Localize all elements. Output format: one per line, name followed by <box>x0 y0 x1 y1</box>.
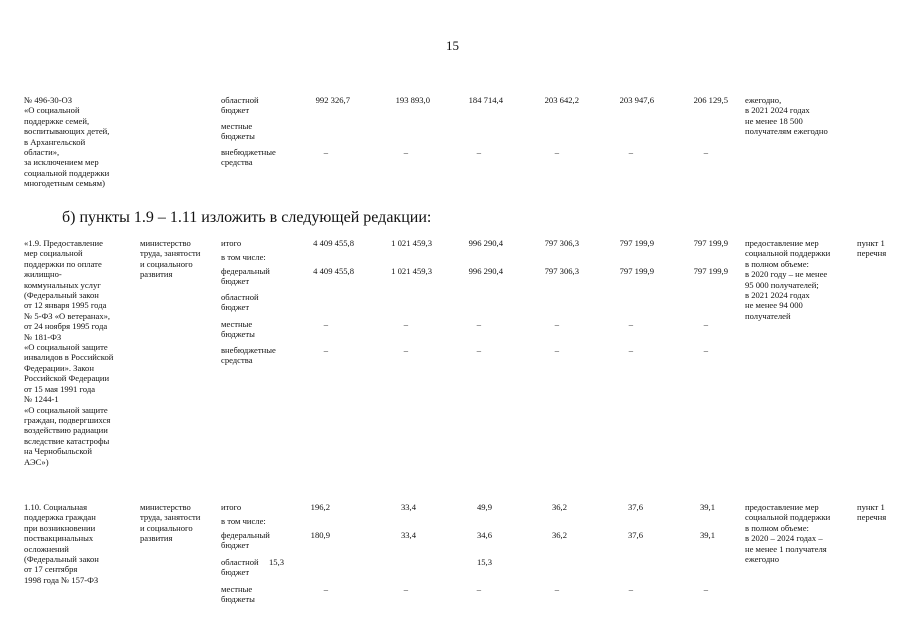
source-extrabudget: внебюджетные средства <box>221 345 276 366</box>
value-cell: 33,4 <box>400 502 416 512</box>
value-cell: – <box>628 345 633 355</box>
value-cell: – <box>703 345 708 355</box>
source-including: в том числе: <box>221 516 266 526</box>
source-local: местные бюджеты <box>221 319 255 340</box>
source-local: местные бюджеты <box>221 121 255 142</box>
value-cell: 15,3 <box>476 557 492 567</box>
value-cell: 797 199,9 <box>619 266 654 276</box>
value-cell: 34,6 <box>476 530 492 540</box>
value-cell: 797 199,9 <box>693 238 728 248</box>
list-reference: пункт 1 перечня <box>857 502 887 523</box>
executor: министерство труда, занятости и социального развития <box>140 502 201 544</box>
value-cell: 996 290,4 <box>468 238 503 248</box>
value-cell: – <box>476 584 481 594</box>
value-cell: – <box>476 147 481 157</box>
value-cell: 196,2 <box>310 502 330 512</box>
value-cell: 203 642,2 <box>544 95 579 105</box>
value-cell: 797 306,3 <box>544 266 579 276</box>
value-cell: 797 199,9 <box>619 238 654 248</box>
value-cell: 797 199,9 <box>693 266 728 276</box>
source-regional: областной бюджет <box>221 292 259 313</box>
value-cell: 15,3 <box>269 557 285 567</box>
result-text: предоставление мер социальной поддержки в полном объеме: в 2020 году – не менее 95 000 получателей; в 2021 2024 годах не менее 94 000 получателей <box>745 238 831 321</box>
source-extrabudget: внебюджетные средства <box>221 147 276 168</box>
value-cell: 49,9 <box>476 502 492 512</box>
value-cell: 996 290,4 <box>468 266 503 276</box>
value-cell: 797 306,3 <box>544 238 579 248</box>
measure-name: «1.9. Предоставление мер социальной поддержки по оплате жилищно- коммунальных услуг (Федеральный закон от 12 января 1995 года № 5-ФЗ «О ветеранах», от 24 ноября 1995 года № 181-ФЗ «О социальной защите инвалидов в Российской Федерации». Закон Российской Федерации от 15 мая 1991 года № 1244-1 «О социальной защите граждан, подвергшихся воздействию радиации вследствие катастрофы на Чернобыльской АЭС») <box>24 238 114 467</box>
value-cell: – <box>403 345 408 355</box>
source-total: итого <box>221 238 242 248</box>
value-cell: – <box>403 319 408 329</box>
value-cell: – <box>554 345 559 355</box>
source-regional: областной бюджет <box>221 95 259 116</box>
value-cell: – <box>703 147 708 157</box>
value-cell: – <box>403 584 408 594</box>
value-cell: 184 714,4 <box>468 95 503 105</box>
source-including: в том числе: <box>221 252 266 262</box>
value-cell: – <box>403 147 408 157</box>
value-cell: 4 409 455,8 <box>313 238 354 248</box>
result-text: предоставление мер социальной поддержки в полном объеме: в 2020 – 2024 годах – не менее 1 получателя ежегодно <box>745 502 831 565</box>
value-cell: 36,2 <box>551 530 567 540</box>
value-cell: 180,9 <box>310 530 330 540</box>
value-cell: – <box>323 319 328 329</box>
value-cell: 1 021 459,3 <box>391 266 432 276</box>
measure-name: 1.10. Социальная поддержка граждан при возникновении поствакцинальных осложнений (Федеральный закон от 17 сентября 1998 года № 157-ФЗ <box>24 502 99 585</box>
value-cell: – <box>628 584 633 594</box>
value-cell: – <box>703 319 708 329</box>
value-cell: – <box>703 584 708 594</box>
section-title: б) пункты 1.9 – 1.11 изложить в следующей редакции: <box>62 209 432 226</box>
value-cell: – <box>554 147 559 157</box>
page-number: 15 <box>446 38 459 53</box>
value-cell: 206 129,5 <box>693 95 728 105</box>
value-cell: 37,6 <box>627 502 643 512</box>
measure-name: № 496-30-ОЗ «О социальной поддержке семей, воспитывающих детей, в Архангельской области», за исключением мер социальной поддержки многодетным семьям) <box>24 95 110 189</box>
value-cell: – <box>628 319 633 329</box>
value-cell: – <box>323 584 328 594</box>
value-cell: – <box>628 147 633 157</box>
value-cell: – <box>323 345 328 355</box>
value-cell: 193 893,0 <box>395 95 430 105</box>
source-federal: федеральный бюджет <box>221 530 270 551</box>
value-cell: 36,2 <box>551 502 567 512</box>
value-cell: 39,1 <box>699 502 715 512</box>
result-text: ежегодно, в 2021 2024 годах не менее 18 500 получателям ежегодно <box>745 95 828 137</box>
value-cell: 1 021 459,3 <box>391 238 432 248</box>
source-federal: федеральный бюджет <box>221 266 270 287</box>
executor: министерство труда, занятости и социального развития <box>140 238 201 280</box>
value-cell: 39,1 <box>699 530 715 540</box>
value-cell: – <box>476 345 481 355</box>
source-regional: областной бюджет <box>221 557 259 578</box>
value-cell: 33,4 <box>400 530 416 540</box>
value-cell: – <box>323 147 328 157</box>
source-total: итого <box>221 502 242 512</box>
value-cell: 4 409 455,8 <box>313 266 354 276</box>
value-cell: 37,6 <box>627 530 643 540</box>
source-local: местные бюджеты <box>221 584 255 605</box>
value-cell: 203 947,6 <box>619 95 654 105</box>
list-reference: пункт 1 перечня <box>857 238 887 259</box>
value-cell: – <box>554 319 559 329</box>
value-cell: – <box>554 584 559 594</box>
value-cell: 992 326,7 <box>315 95 350 105</box>
value-cell: – <box>476 319 481 329</box>
